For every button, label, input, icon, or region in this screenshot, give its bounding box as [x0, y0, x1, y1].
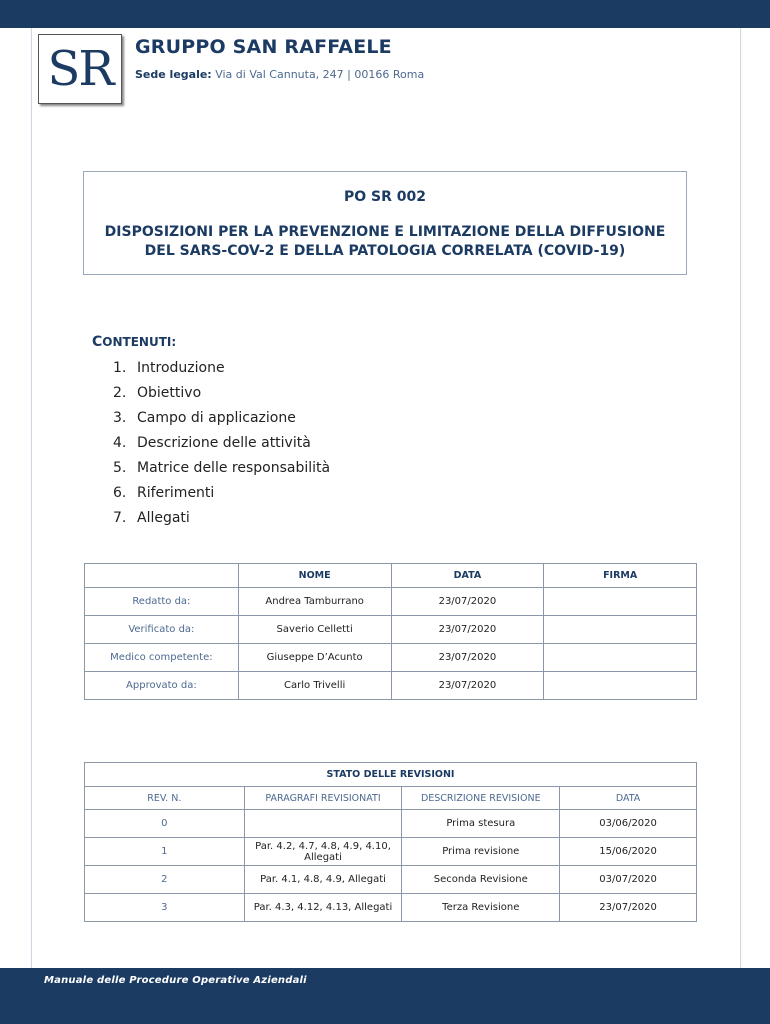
- header-cell: DATA: [391, 564, 544, 588]
- contents-item: [113, 408, 330, 433]
- header-cell: DATA: [560, 787, 697, 810]
- table-row: [85, 838, 697, 866]
- contents-list: [113, 358, 330, 533]
- organization-name: GRUPPO SAN RAFFAELE: [135, 36, 392, 58]
- contents-item-label: Matrice delle responsabilità: [137, 460, 331, 476]
- paragraphs-cell: Par. 4.3, 4.12, 4.13, Allegati: [244, 894, 402, 922]
- header-cell: REV. N.: [85, 787, 245, 810]
- header-cell: [85, 564, 239, 588]
- signature-cell: [544, 644, 697, 672]
- document-title-line-2: DEL SARS-COV-2 E DELLA PATOLOGIA CORRELATA (COVID-19): [144, 243, 626, 259]
- name-cell: Giuseppe D’Acunto: [238, 644, 391, 672]
- footer-text: Manuale delle Procedure Operative Aziendali: [44, 975, 307, 986]
- table-row: [85, 810, 697, 838]
- header-cell: DESCRIZIONE REVISIONE: [402, 787, 560, 810]
- contents-item-number: 2.: [113, 385, 127, 401]
- paragraphs-cell: Par. 4.2, 4.7, 4.8, 4.9, 4.10, Allegati: [244, 838, 402, 866]
- contents-item: [113, 383, 330, 408]
- date-cell: 15/06/2020: [560, 838, 697, 866]
- contents-item: [113, 483, 330, 508]
- header-cell: FIRMA: [544, 564, 697, 588]
- description-cell: Prima revisione: [402, 838, 560, 866]
- contents-item-label: Descrizione delle attività: [137, 435, 311, 451]
- top-bar: [0, 0, 770, 28]
- document-code: PO SR 002: [344, 189, 426, 205]
- date-cell: 03/06/2020: [560, 810, 697, 838]
- role-cell: Approvato da:: [85, 672, 239, 700]
- date-cell: 23/07/2020: [391, 588, 544, 616]
- contents-item-label: Introduzione: [137, 360, 225, 376]
- table-row: [85, 672, 697, 700]
- contents-item: [113, 358, 330, 383]
- paragraphs-cell: [244, 810, 402, 838]
- role-cell: Redatto da:: [85, 588, 239, 616]
- contents-item-label: Riferimenti: [137, 485, 215, 501]
- document-title-line-1: DISPOSIZIONI PER LA PREVENZIONE E LIMITAZIONE DELLA DIFFUSIONE: [104, 224, 666, 240]
- contents-item: [113, 458, 330, 483]
- name-cell: Andrea Tamburrano: [238, 588, 391, 616]
- logo-monogram: SR: [47, 41, 113, 97]
- rev-number-cell: 3: [85, 894, 245, 922]
- signature-cell: [544, 672, 697, 700]
- revisions-caption: STATO DELLE REVISIONI: [85, 763, 697, 787]
- address-label: Sede legale:: [135, 68, 212, 81]
- address-value: Via di Val Cannuta, 247 | 00166 Roma: [215, 68, 425, 81]
- contents-item-number: 6.: [113, 485, 127, 501]
- table-row: [85, 616, 697, 644]
- date-cell: 23/07/2020: [391, 672, 544, 700]
- date-cell: 23/07/2020: [391, 644, 544, 672]
- description-cell: Prima stesura: [402, 810, 560, 838]
- table-row: [85, 894, 697, 922]
- date-cell: 03/07/2020: [560, 866, 697, 894]
- signature-table: [84, 563, 697, 700]
- role-cell: Medico competente:: [85, 644, 239, 672]
- role-cell: Verificato da:: [85, 616, 239, 644]
- description-cell: Terza Revisione: [402, 894, 560, 922]
- rev-number-cell: 2: [85, 866, 245, 894]
- contents-item-number: 4.: [113, 435, 127, 451]
- signature-cell: [544, 616, 697, 644]
- date-cell: 23/07/2020: [560, 894, 697, 922]
- contents-item-label: Allegati: [137, 510, 190, 526]
- name-cell: Carlo Trivelli: [238, 672, 391, 700]
- contents-item-number: 5.: [113, 460, 127, 476]
- description-cell: Seconda Revisione: [402, 866, 560, 894]
- contents-item: [113, 508, 330, 533]
- company-logo: [38, 34, 122, 104]
- table-row: [85, 588, 697, 616]
- name-cell: Saverio Celletti: [238, 616, 391, 644]
- table-row: [85, 644, 697, 672]
- contents-item-number: 7.: [113, 510, 127, 526]
- revisions-caption-row: [85, 763, 697, 787]
- contents-item: [113, 433, 330, 458]
- document-title: [84, 223, 686, 261]
- contents-heading: CONTENUTI:: [92, 334, 177, 350]
- header-cell: PARAGRAFI REVISIONATI: [244, 787, 402, 810]
- contents-item-label: Campo di applicazione: [137, 410, 296, 426]
- organization-address: [135, 68, 424, 81]
- header-cell: NOME: [238, 564, 391, 588]
- date-cell: 23/07/2020: [391, 616, 544, 644]
- revisions-table-header: [85, 787, 697, 810]
- signature-cell: [544, 588, 697, 616]
- rev-number-cell: 1: [85, 838, 245, 866]
- revisions-table: [84, 762, 697, 922]
- contents-item-number: 1.: [113, 360, 127, 376]
- document-title-box: [83, 171, 687, 275]
- contents-item-label: Obiettivo: [137, 385, 202, 401]
- contents-item-number: 3.: [113, 410, 127, 426]
- table-row: [85, 866, 697, 894]
- paragraphs-cell: Par. 4.1, 4.8, 4.9, Allegati: [244, 866, 402, 894]
- signature-table-header: [85, 564, 697, 588]
- rev-number-cell: 0: [85, 810, 245, 838]
